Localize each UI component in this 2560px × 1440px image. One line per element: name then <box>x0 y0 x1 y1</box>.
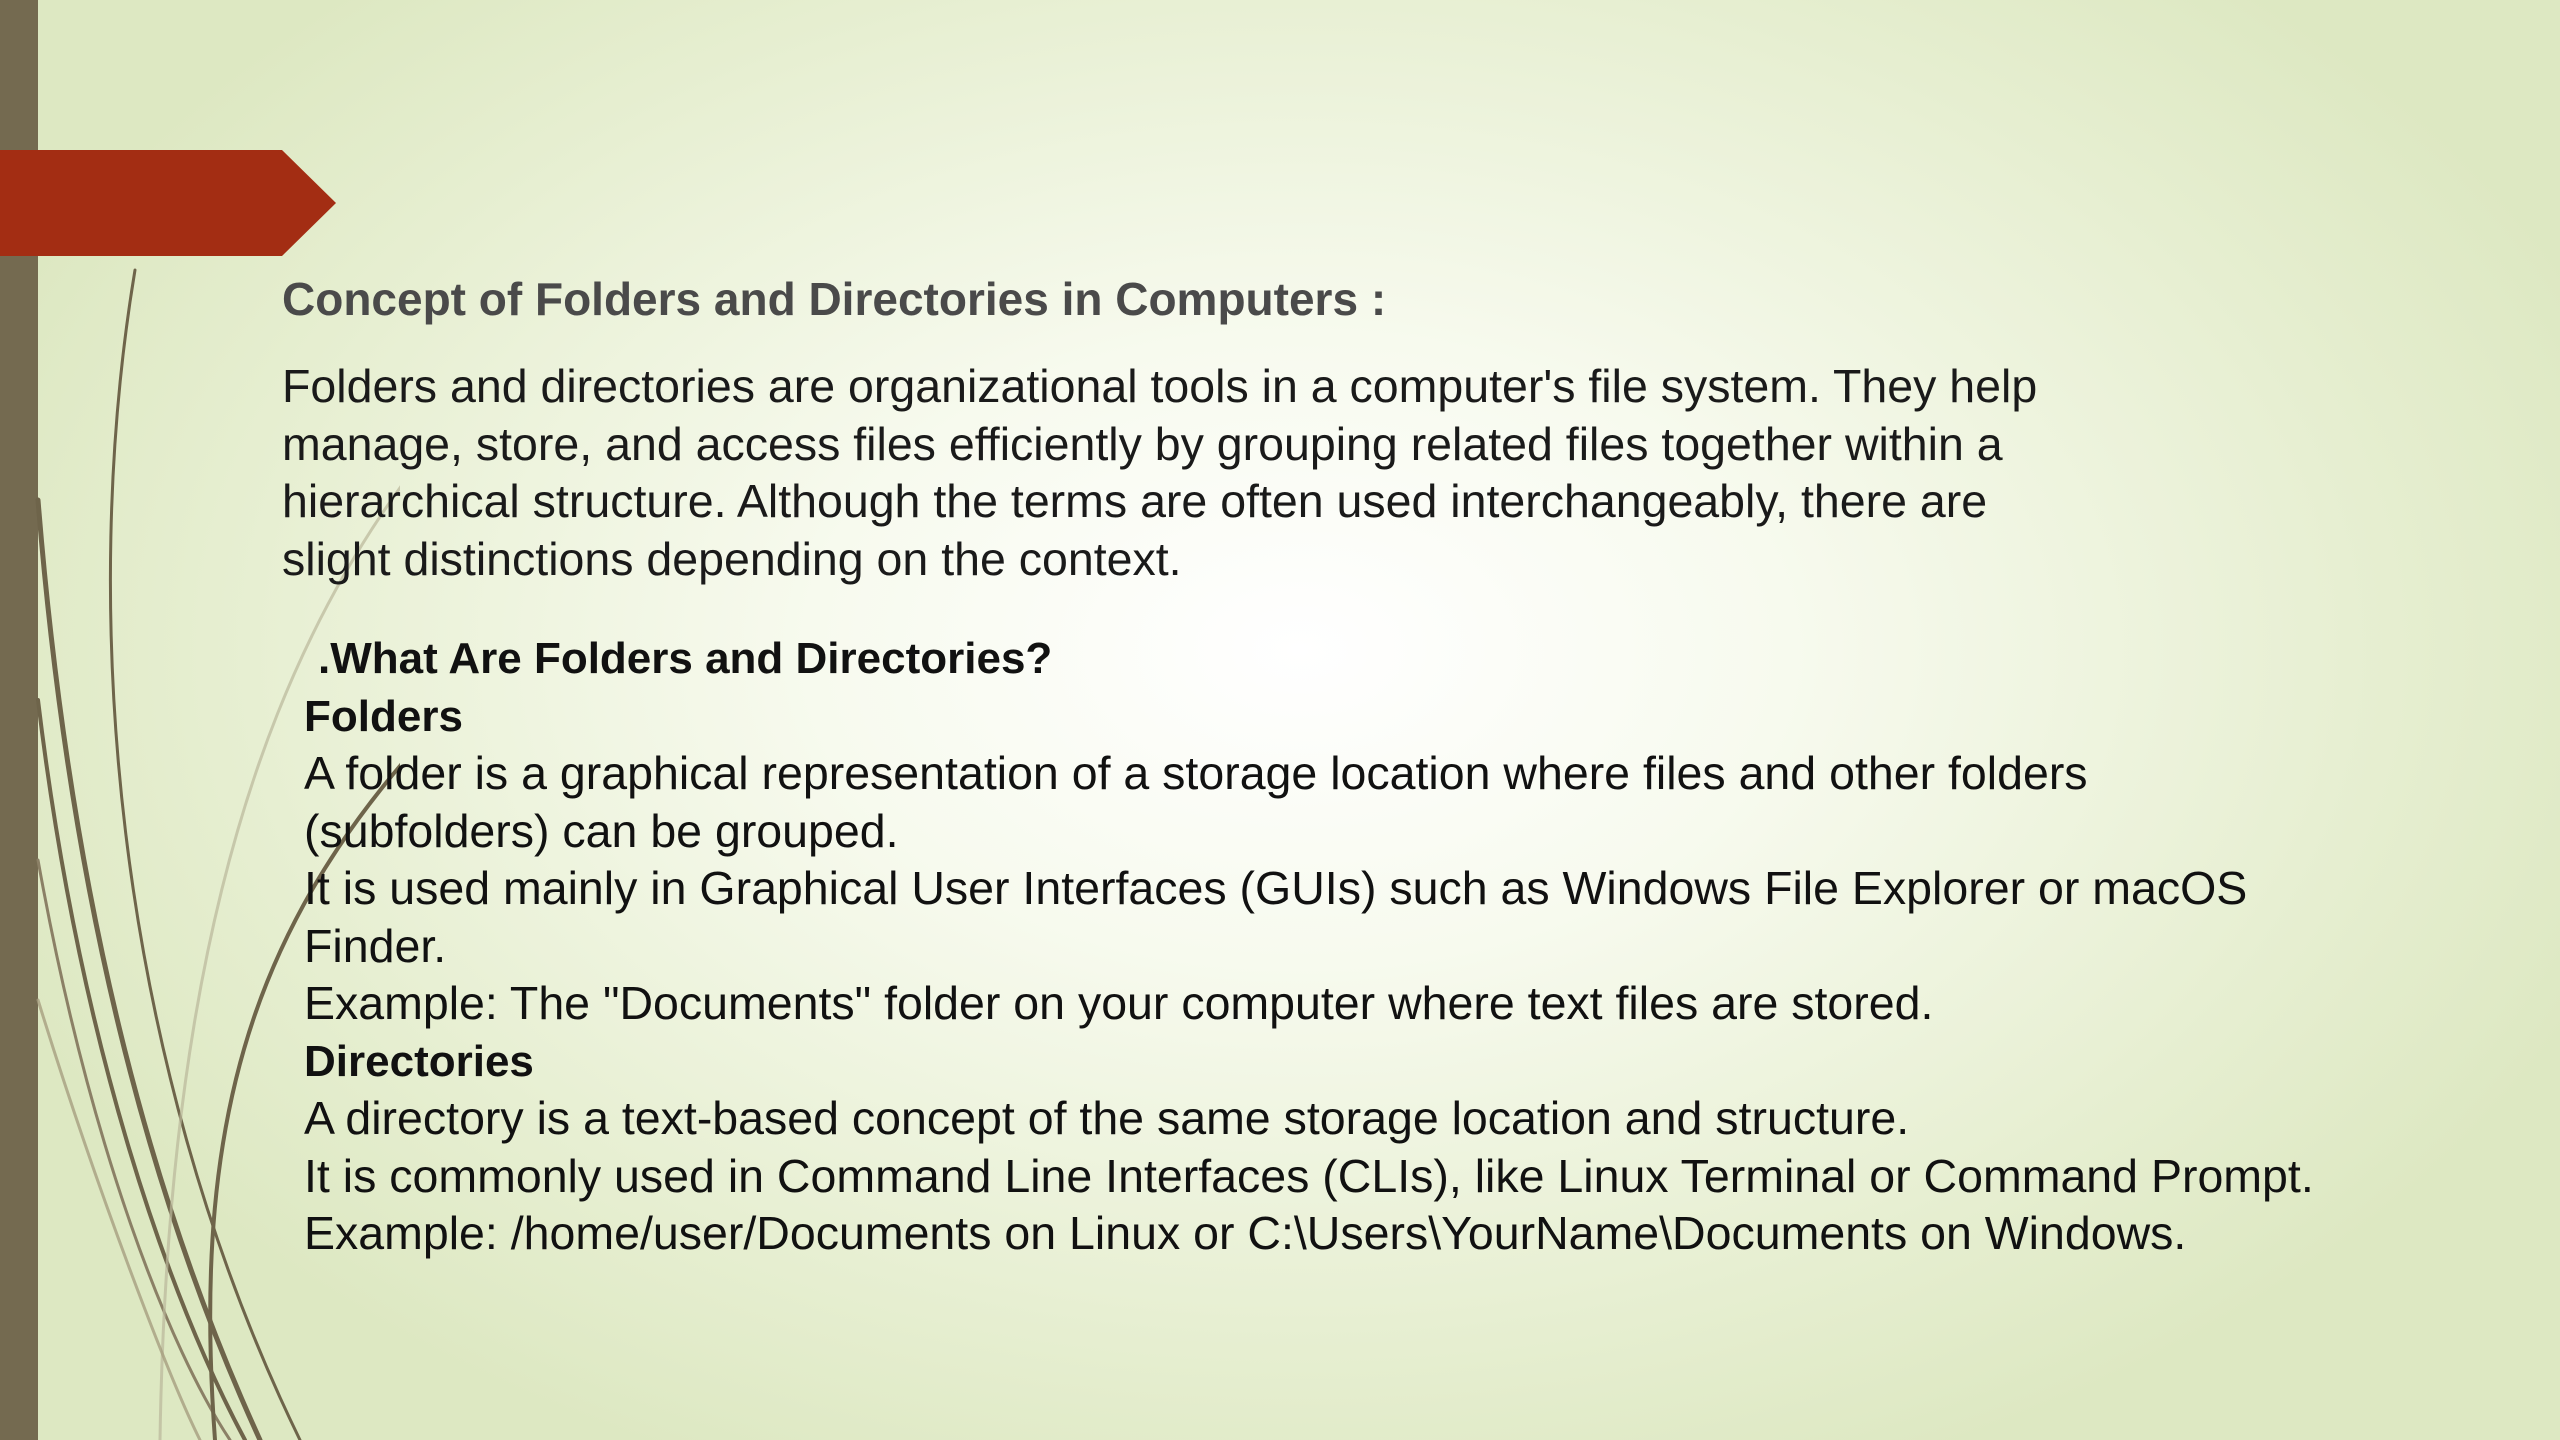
content-body <box>304 630 2544 1263</box>
intro-line: manage, store, and access files efficiently by grouping related files together within a <box>282 417 2003 470</box>
directories-heading: Directories <box>304 1036 534 1086</box>
title-arrow-banner <box>0 150 336 256</box>
directories-line: It is commonly used in Command Line Interfaces (CLIs), like Linux Terminal or Command Prompt. <box>304 1149 2314 1202</box>
intro-line: Folders and directories are organizational tools in a computer's file system. They help <box>282 360 2038 412</box>
folders-line: Finder. <box>304 919 447 972</box>
directories-line: A directory is a text-based concept of the same storage location and structure. <box>304 1092 1910 1144</box>
folders-line: It is used mainly in Graphical User Interfaces (GUIs) such as Windows File Explorer or macOS <box>304 862 2248 914</box>
slide-title: Concept of Folders and Directories in Computers : <box>282 273 1387 325</box>
directories-example: Example: /home/user/Documents on Linux or C:\Users\YourName\Documents on Windows. <box>304 1207 2187 1259</box>
question-heading: .What Are Folders and Directories? <box>318 634 1053 683</box>
intro-line: hierarchical structure. Although the terms are often used interchangeably, there are <box>282 475 1988 527</box>
folders-line: A folder is a graphical representation of a storage location where files and other folders <box>304 747 2088 799</box>
intro-line: slight distinctions depending on the context. <box>282 532 1182 585</box>
folders-heading: Folders <box>304 691 463 741</box>
folders-line: (subfolders) can be grouped. <box>304 804 899 857</box>
intro-paragraph <box>282 358 2282 588</box>
folders-example: Example: The "Documents" folder on your computer where text files are stored. <box>304 977 1934 1029</box>
